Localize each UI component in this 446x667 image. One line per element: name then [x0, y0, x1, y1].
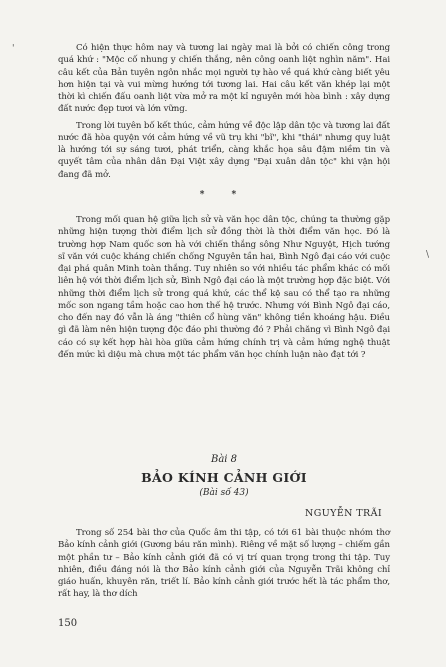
paragraph-3: Trong mối quan hệ giữa lịch sử và văn học dân tộc, chúng ta thường gặp những hiện tượng thời điểm lịch sử đồng thời là thời điểm văn học. Đó là trường hợp Nam quốc sơn hà với chiến thắng sông Như Nguyệt, Hịch tướng sĩ văn với cuộc kháng chiến chống Nguyên tần hai, Bình Ngô đại cáo với cuộc đại phá quân Minh toàn thắng. Tuy nhiên so với nhiều tác phẩm khác có mối liên hệ với thời điểm lịch sử, Bình Ngô đại cáo là một trường hợp đặc biệt. Với những thời điểm lịch sử trong quá khứ, các thể kệ sau có thể tạo ra những mốc son ngang tầm hoặc cao hơn thế hệ trước. Nhưng với Bình Ngô đại cáo, cho đến nay đó vẫn là áng "thiên cổ hùng văn" không tiền khoáng hậu. Điều gì đã làm nên hiện tượng độc đáo phi thường đó ? Phải chăng vì Bình Ngô đại cáo có sự kết hợp hài hòa giữa cảm hứng chính trị và cảm hứng nghệ thuật đến mức kì diệu mà chưa một tác phẩm văn học chính luận nào đạt tới ?	[58, 215, 390, 360]
paragraph-2: Trong lời tuyên bố kết thúc, cảm hứng về độc lập dân tộc và tương lai đất nước đã hòa quyện với cảm hứng về vũ trụ khi "bĩ", khi "thái" nhưng quy luật là hướng tới sự sáng tươi, phát triển, càng khắc họa sâu đậm niềm tin và quyết tâm của nhân dân Đại Việt xây dựng "Đại xuân dân tộc" khi vận hội đang đã mở.	[58, 120, 390, 180]
margin-mark: '	[12, 44, 15, 54]
author-name: NGUYỄN TRÃI	[305, 508, 382, 519]
top-text-block	[58, 42, 390, 181]
middle-text-block	[58, 214, 390, 361]
bottom-text-block	[58, 527, 390, 601]
lesson-label: Bài 8	[210, 454, 238, 465]
section-separator: * *	[199, 190, 249, 200]
paragraph-4: Trong số 254 bài thơ của Quốc âm thi tập, có tới 61 bài thuộc nhóm thơ Bảo kính cảnh giới (Gương báu răn mình). Riêng về mặt số lượng – chiếm gần một phần tư – Bảo kính cảnh giới đã có vị trí quan trọng trong thi tập. Tuy nhiên, điều đáng nói là thơ Bảo kính cảnh giới của Nguyễn Trãi không chỉ giáo huấn, khuyên răn, triết lí. Bảo kính cảnh giới trước hết là tác phẩm thơ, rất hay, là thơ dích	[58, 528, 390, 600]
page-number: 150	[58, 618, 78, 629]
paragraph-1: Có hiện thực hôm nay và tương lai ngày mai là bởi có chiến công trong quá khứ : "Mộc cố nhung y chiến thắng, nên công oanh liệt nghìn năm". Hai câu kết của Bản tuyên ngôn nhắc mọi người tự hào về quá khứ càng biết yêu hơn hiện tại và vui mừng hướng tới tương lai. Hai câu kết văn khép lại một thời kì chiến đấu oanh liệt vừa mở ra một kỉ nguyên mới hòa bình : xây dựng đất nước đẹp tươi và lớn vững.	[58, 43, 390, 115]
margin-mark: \	[426, 250, 430, 260]
poem-title: BẢO KÍNH CẢNH GIỚI	[141, 470, 307, 485]
poem-subtitle: (Bài số 43)	[199, 488, 249, 498]
